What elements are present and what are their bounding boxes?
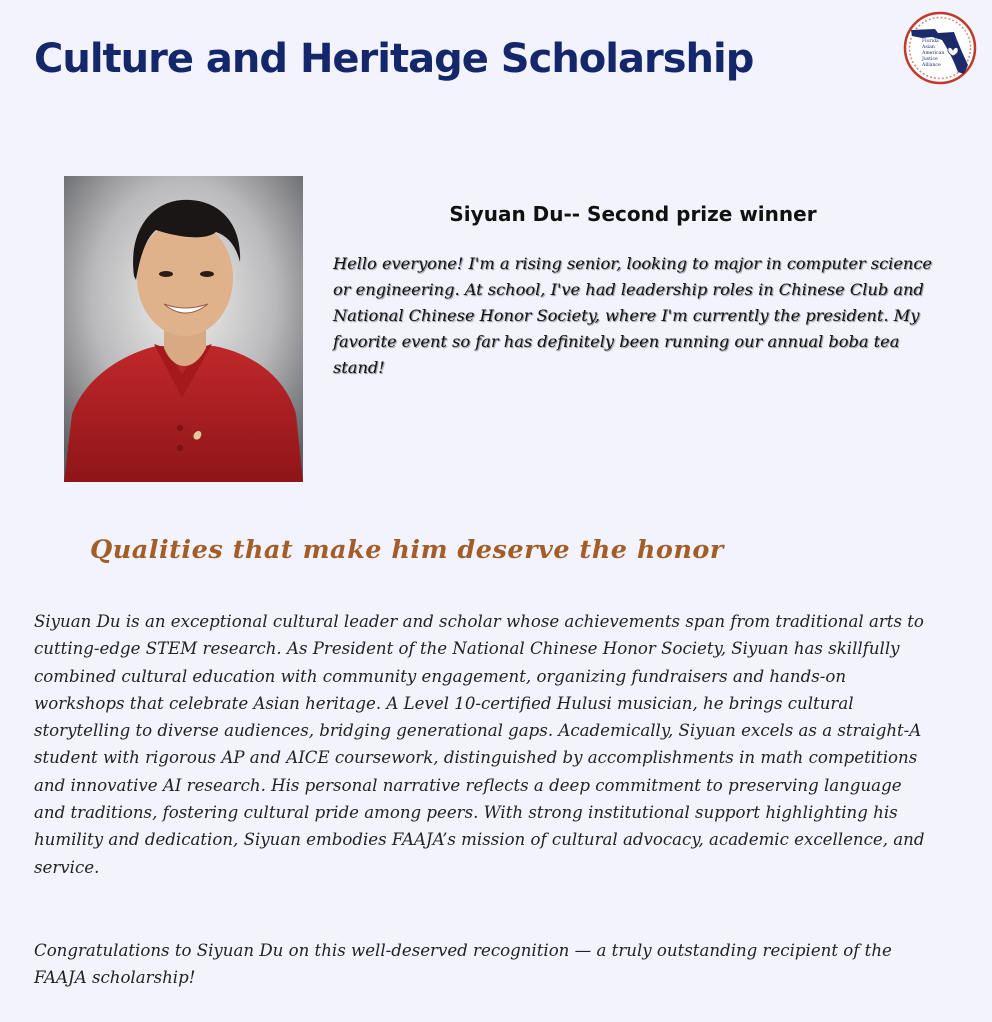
faaja-logo: [902, 10, 978, 86]
svg-text:Alliance: Alliance: [922, 63, 941, 68]
winner-photo: [64, 176, 303, 482]
svg-text:Asian: Asian: [922, 45, 935, 50]
winner-name: Siyuan Du-- Second prize winner: [449, 202, 817, 226]
congratulations-paragraph: Congratulations to Siyuan Du on this well-deserved recognition — a truly outstanding recipient of the FAAJA scholarship!: [34, 941, 892, 988]
qualities-heading: Qualities that make him deserve the honor: [90, 535, 724, 565]
page-title: Culture and Heritage Scholarship: [34, 36, 754, 82]
svg-text:American: American: [922, 51, 945, 56]
svg-text:Florida: Florida: [922, 39, 939, 44]
portrait-photo-icon: [64, 176, 303, 482]
svg-text:Justice: Justice: [922, 57, 938, 62]
winner-bio: Hello everyone! I'm a rising senior, looking to major in computer science or engineering. At school, I've had leadership roles in Chinese Club and National Chinese Honor Society, where I'm currently the president. My favorite event so far has definitely been running our annual boba tea stand!: [333, 254, 932, 377]
faaja-seal-icon: [902, 10, 978, 86]
qualities-paragraph: Siyuan Du is an exceptional cultural leader and scholar whose achievements span from traditional arts to cutting-edge STEM research. As President of the National Chinese Honor Society, Siyuan has skillfully combined cultural education with community engagement, organizing fundraisers and hands-on workshops that celebrate Asian heritage. A Level 10-certified Hulusi musician, he brings cultural storytelling to diverse audiences, bridging generational gaps. Academically, Siyuan excels as a straight-A student with rigorous AP and AICE coursework, distinguished by accomplishments in math competitions and innovative AI research. His personal narrative reflects a deep commitment to preserving language and traditions, fostering cultural pride among peers. With strong institutional support highlighting his humility and dedication, Siyuan embodies FAAJA’s mission of cultural advocacy, academic excellence, and service.: [34, 612, 925, 877]
